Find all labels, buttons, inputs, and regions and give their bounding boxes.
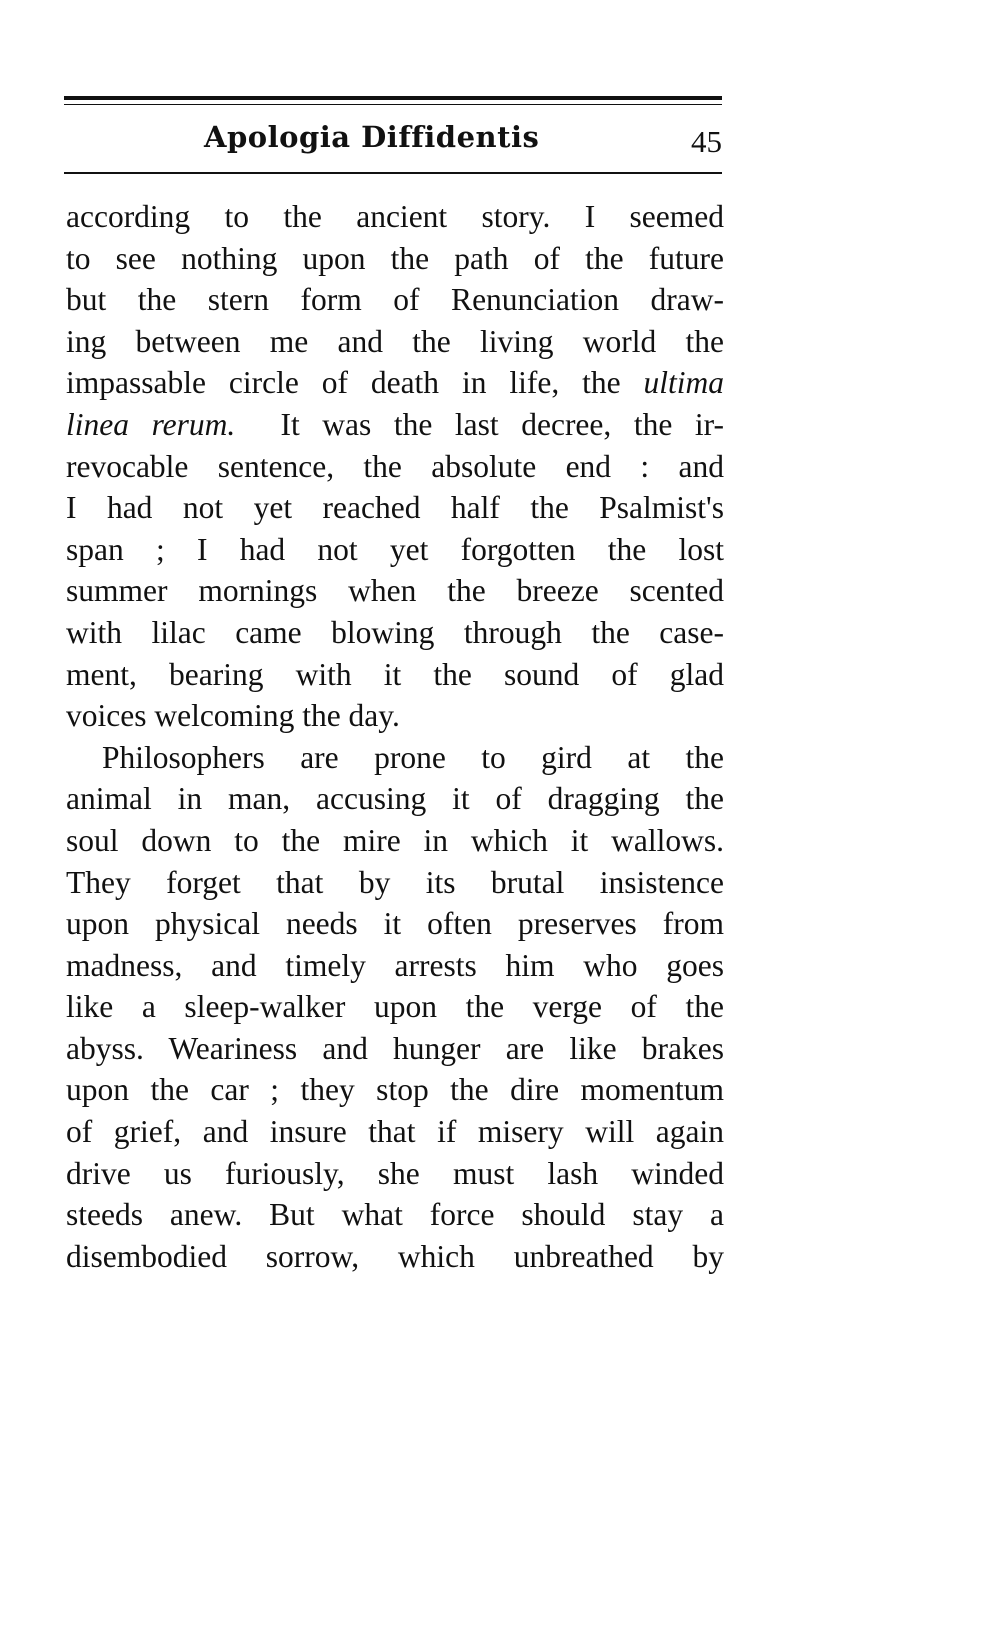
page-number: 45	[691, 124, 722, 159]
text-line: summer mornings when the breeze scented	[66, 573, 724, 609]
text-line: disembodied sorrow, which unbreathed by	[66, 1238, 724, 1274]
header-bottom-rule	[64, 172, 722, 174]
italic-phrase: linea rerum.	[66, 406, 236, 442]
text-line: to see nothing upon the path of the future	[66, 240, 724, 276]
text-line: soul down to the mire in which it wallows.	[66, 822, 724, 858]
text-line: ment, bearing with it the sound of glad	[66, 656, 724, 692]
text-line: like a sleep-walker upon the verge of the	[66, 989, 724, 1025]
text-segment: It was the last decree, the ir-	[280, 406, 725, 442]
text-line: upon the car ; they stop the dire momentum	[66, 1072, 724, 1108]
text-line: span ; I had not yet forgotten the lost	[66, 531, 724, 567]
text-line: ing between me and the living world the	[66, 323, 724, 359]
text-line-with-italic	[66, 362, 724, 404]
text-line: madness, and timely arrests him who goes	[66, 947, 724, 983]
text-line: with lilac came blowing through the case-	[66, 614, 724, 650]
text-line: They forget that by its brutal insistence	[66, 864, 724, 900]
header-top-rule-thin	[64, 104, 722, 105]
running-title: Apologia Diffidentis	[204, 120, 540, 154]
text-line: abyss. Weariness and hunger are like brakes	[66, 1030, 724, 1066]
paragraph-1	[66, 196, 724, 737]
running-header	[64, 112, 722, 168]
text-line: drive us furiously, she must lash winded	[66, 1155, 724, 1191]
text-line: I had not yet reached half the Psalmist's	[66, 490, 724, 526]
body-text	[66, 196, 724, 1277]
text-line: of grief, and insure that if misery will again	[66, 1114, 724, 1150]
italic-phrase: ultima	[643, 365, 724, 401]
text-line: but the stern form of Renunciation draw-	[66, 282, 724, 318]
paragraph-2	[66, 737, 724, 1278]
text-line: steeds anew. But what force should stay a	[66, 1197, 724, 1233]
text-line: upon physical needs it often preserves from	[66, 906, 724, 942]
text-segment: impassable circle of death in life, the	[66, 365, 621, 401]
text-line: voices welcoming the day.	[66, 698, 400, 734]
text-line: Philosophers are prone to gird at the	[102, 739, 724, 775]
text-line-with-italic	[66, 404, 724, 446]
text-line: according to the ancient story. I seemed	[66, 199, 724, 234]
text-line: animal in man, accusing it of dragging the	[66, 781, 724, 817]
header-top-rule-thick	[64, 96, 722, 100]
text-line: revocable sentence, the absolute end : and	[66, 448, 724, 484]
